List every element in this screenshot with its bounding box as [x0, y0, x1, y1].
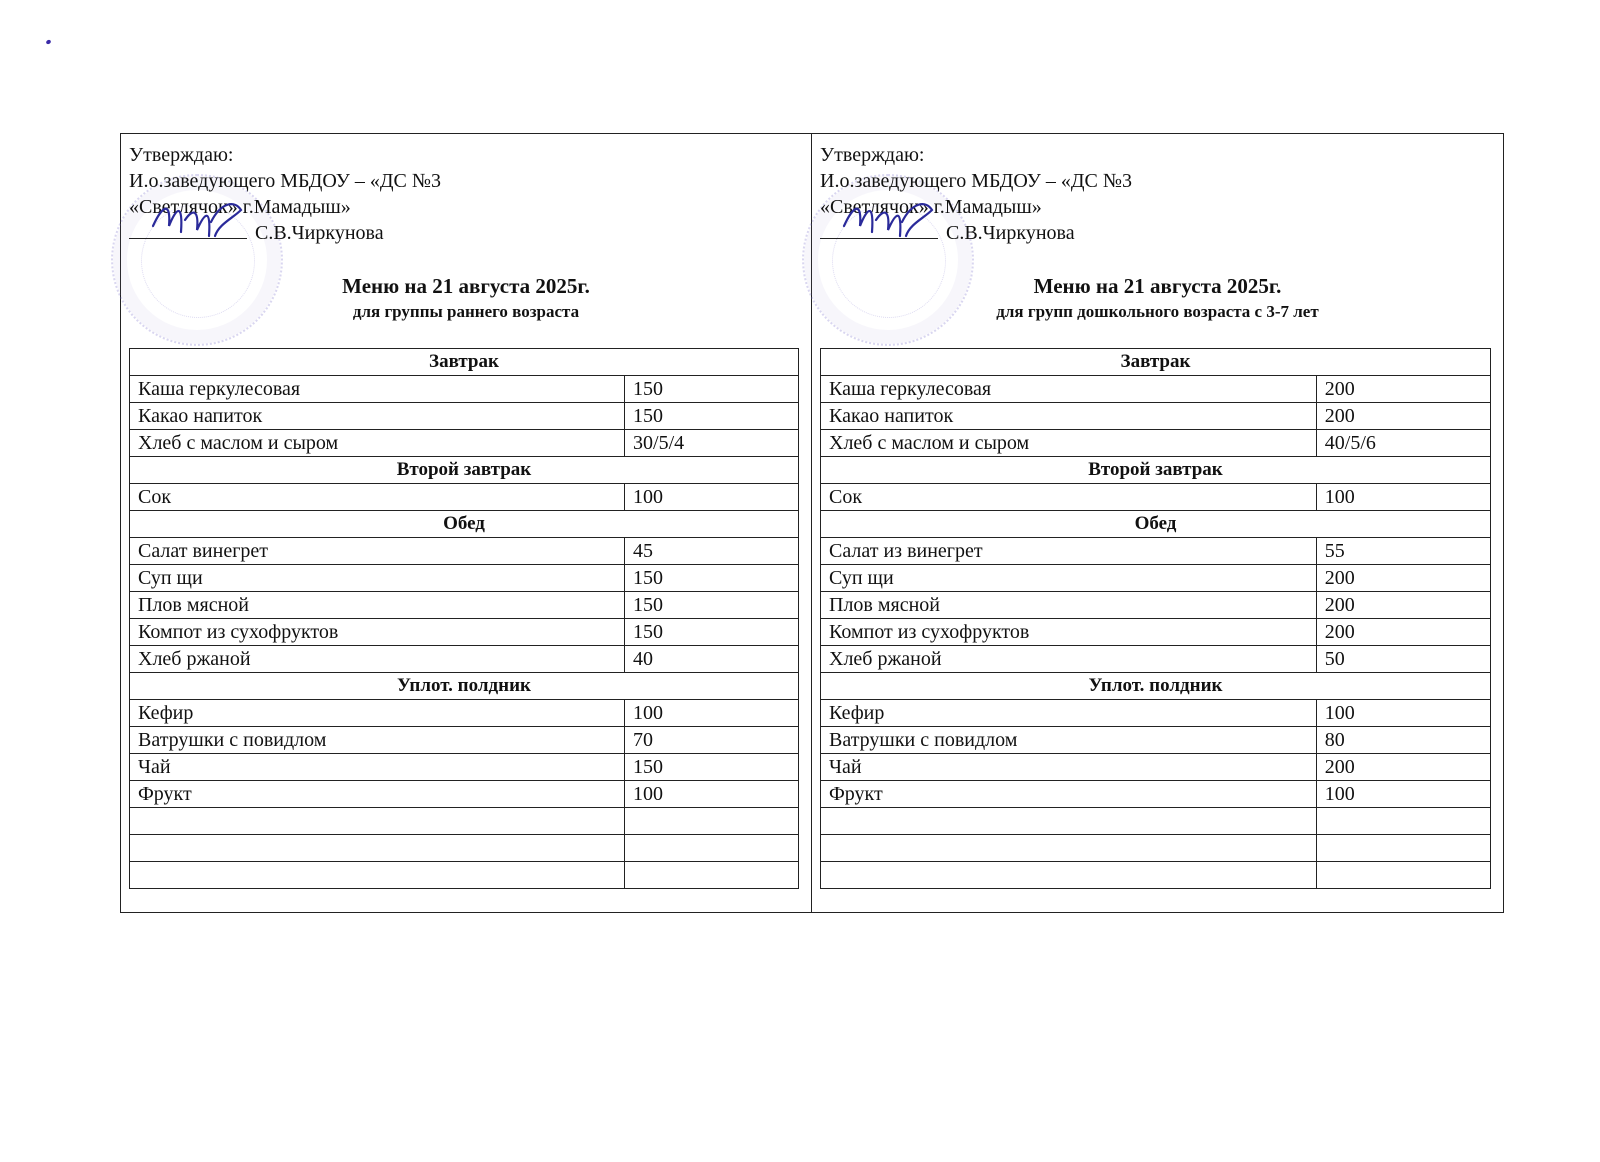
dish-amount: 45 — [625, 538, 799, 565]
dish-amount: 100 — [1316, 484, 1490, 511]
dish-name: Хлеб с маслом и сыром — [130, 430, 625, 457]
section-row — [130, 511, 799, 538]
table-row — [821, 376, 1491, 403]
dish-amount: 100 — [1316, 781, 1490, 808]
dish-amount: 150 — [625, 403, 799, 430]
table-row — [821, 727, 1491, 754]
dish-amount: 200 — [1316, 754, 1490, 781]
table-row — [821, 646, 1491, 673]
dish-amount: 80 — [1316, 727, 1490, 754]
section-title: Второй завтрак — [821, 457, 1491, 484]
dish-amount: 40 — [625, 646, 799, 673]
approve-label: Утверждаю: — [129, 144, 234, 166]
table-row — [821, 484, 1491, 511]
dish-amount: 150 — [625, 619, 799, 646]
empty-row — [821, 835, 1491, 862]
table-row — [130, 592, 799, 619]
empty-cell — [821, 862, 1317, 889]
empty-row — [821, 862, 1491, 889]
table-row — [821, 565, 1491, 592]
section-row — [821, 349, 1491, 376]
table-row — [821, 754, 1491, 781]
empty-row — [130, 835, 799, 862]
menu-header — [820, 272, 1495, 324]
menu-title: Меню на 21 августа 2025г. — [342, 274, 590, 298]
dish-name: Сок — [821, 484, 1317, 511]
dish-name: Кефир — [130, 700, 625, 727]
menu-table — [129, 348, 799, 889]
dish-name: Ватрушки с повидлом — [130, 727, 625, 754]
empty-cell — [625, 862, 799, 889]
table-row — [130, 781, 799, 808]
table-row — [130, 727, 799, 754]
dish-amount: 100 — [1316, 700, 1490, 727]
empty-cell — [625, 808, 799, 835]
signer-name: С.В.Чиркунова — [946, 222, 1075, 244]
empty-cell — [1316, 808, 1490, 835]
empty-cell — [130, 835, 625, 862]
dish-amount: 150 — [625, 592, 799, 619]
section-row — [130, 349, 799, 376]
dish-amount: 50 — [1316, 646, 1490, 673]
dish-name: Какао напиток — [130, 403, 625, 430]
dish-amount: 200 — [1316, 376, 1490, 403]
section-title: Второй завтрак — [130, 457, 799, 484]
dish-name: Сок — [130, 484, 625, 511]
table-row — [130, 565, 799, 592]
menu-panel-early-age — [121, 134, 812, 912]
signature — [149, 196, 269, 242]
table-row — [130, 754, 799, 781]
dish-name: Суп щи — [130, 565, 625, 592]
section-row — [821, 673, 1491, 700]
empty-cell — [821, 835, 1317, 862]
table-row — [130, 484, 799, 511]
dish-name: Чай — [130, 754, 625, 781]
table-row — [821, 781, 1491, 808]
section-title: Обед — [821, 511, 1491, 538]
table-row — [130, 700, 799, 727]
organization-name: «Светлячок» г.Мамадыш» — [820, 196, 1042, 218]
empty-row — [130, 862, 799, 889]
empty-cell — [821, 808, 1317, 835]
menu-table — [820, 348, 1491, 889]
dish-name: Компот из сухофруктов — [130, 619, 625, 646]
empty-row — [130, 808, 799, 835]
approver-position: И.о.заведующего МБДОУ – «ДС №3 — [129, 170, 441, 192]
dish-name: Каша геркулесовая — [130, 376, 625, 403]
approver-position: И.о.заведующего МБДОУ – «ДС №3 — [820, 170, 1132, 192]
dish-name: Компот из сухофруктов — [821, 619, 1317, 646]
dish-name: Какао напиток — [821, 403, 1317, 430]
menu-header — [129, 272, 803, 324]
table-row — [821, 403, 1491, 430]
section-row — [821, 457, 1491, 484]
dish-amount: 55 — [1316, 538, 1490, 565]
empty-cell — [1316, 862, 1490, 889]
table-row — [821, 700, 1491, 727]
table-row — [130, 538, 799, 565]
table-row — [821, 538, 1491, 565]
empty-row — [821, 808, 1491, 835]
dish-amount: 40/5/6 — [1316, 430, 1490, 457]
dish-amount: 70 — [625, 727, 799, 754]
dish-name: Ватрушки с повидлом — [821, 727, 1317, 754]
empty-cell — [1316, 835, 1490, 862]
dish-name: Салат винегрет — [130, 538, 625, 565]
dish-amount: 100 — [625, 781, 799, 808]
dish-amount: 150 — [625, 754, 799, 781]
empty-cell — [130, 862, 625, 889]
dish-name: Плов мясной — [821, 592, 1317, 619]
dish-name: Кефир — [821, 700, 1317, 727]
empty-cell — [130, 808, 625, 835]
section-title: Завтрак — [130, 349, 799, 376]
dish-amount: 200 — [1316, 403, 1490, 430]
approve-label: Утверждаю: — [820, 144, 925, 166]
dish-amount: 200 — [1316, 565, 1490, 592]
dish-name: Каша геркулесовая — [821, 376, 1317, 403]
menu-title: Меню на 21 августа 2025г. — [1033, 274, 1282, 298]
section-row — [130, 673, 799, 700]
dish-name: Чай — [821, 754, 1317, 781]
dish-name: Хлеб ржаной — [130, 646, 625, 673]
dish-name: Суп щи — [821, 565, 1317, 592]
menu-document-frame — [120, 133, 1504, 913]
ink-mark — [45, 39, 51, 45]
table-row — [821, 430, 1491, 457]
dish-amount: 30/5/4 — [625, 430, 799, 457]
dish-name: Плов мясной — [130, 592, 625, 619]
dish-name: Хлеб ржаной — [821, 646, 1317, 673]
dish-amount: 200 — [1316, 619, 1490, 646]
table-row — [130, 646, 799, 673]
section-title: Уплот. полдник — [130, 673, 799, 700]
empty-cell — [625, 835, 799, 862]
signer-name: С.В.Чиркунова — [255, 222, 384, 244]
table-row — [130, 430, 799, 457]
section-title: Завтрак — [821, 349, 1491, 376]
dish-name: Салат из винегрет — [821, 538, 1317, 565]
dish-amount: 150 — [625, 565, 799, 592]
section-row — [130, 457, 799, 484]
dish-name: Фрукт — [130, 781, 625, 808]
signature — [840, 196, 960, 242]
section-title: Обед — [130, 511, 799, 538]
organization-name: «Светлячок» г.Мамадыш» — [129, 196, 351, 218]
menu-subtitle: для групп дошкольного возраста с 3-7 лет — [996, 302, 1319, 321]
dish-name: Хлеб с маслом и сыром — [821, 430, 1317, 457]
dish-amount: 100 — [625, 484, 799, 511]
table-row — [130, 376, 799, 403]
menu-subtitle: для группы раннего возраста — [352, 302, 580, 321]
table-row — [821, 592, 1491, 619]
dish-amount: 100 — [625, 700, 799, 727]
dish-name: Фрукт — [821, 781, 1317, 808]
table-row — [130, 403, 799, 430]
dish-amount: 200 — [1316, 592, 1490, 619]
table-row — [130, 619, 799, 646]
dish-amount: 150 — [625, 376, 799, 403]
section-row — [821, 511, 1491, 538]
menu-panel-preschool — [812, 134, 1503, 912]
section-title: Уплот. полдник — [821, 673, 1491, 700]
table-row — [821, 619, 1491, 646]
